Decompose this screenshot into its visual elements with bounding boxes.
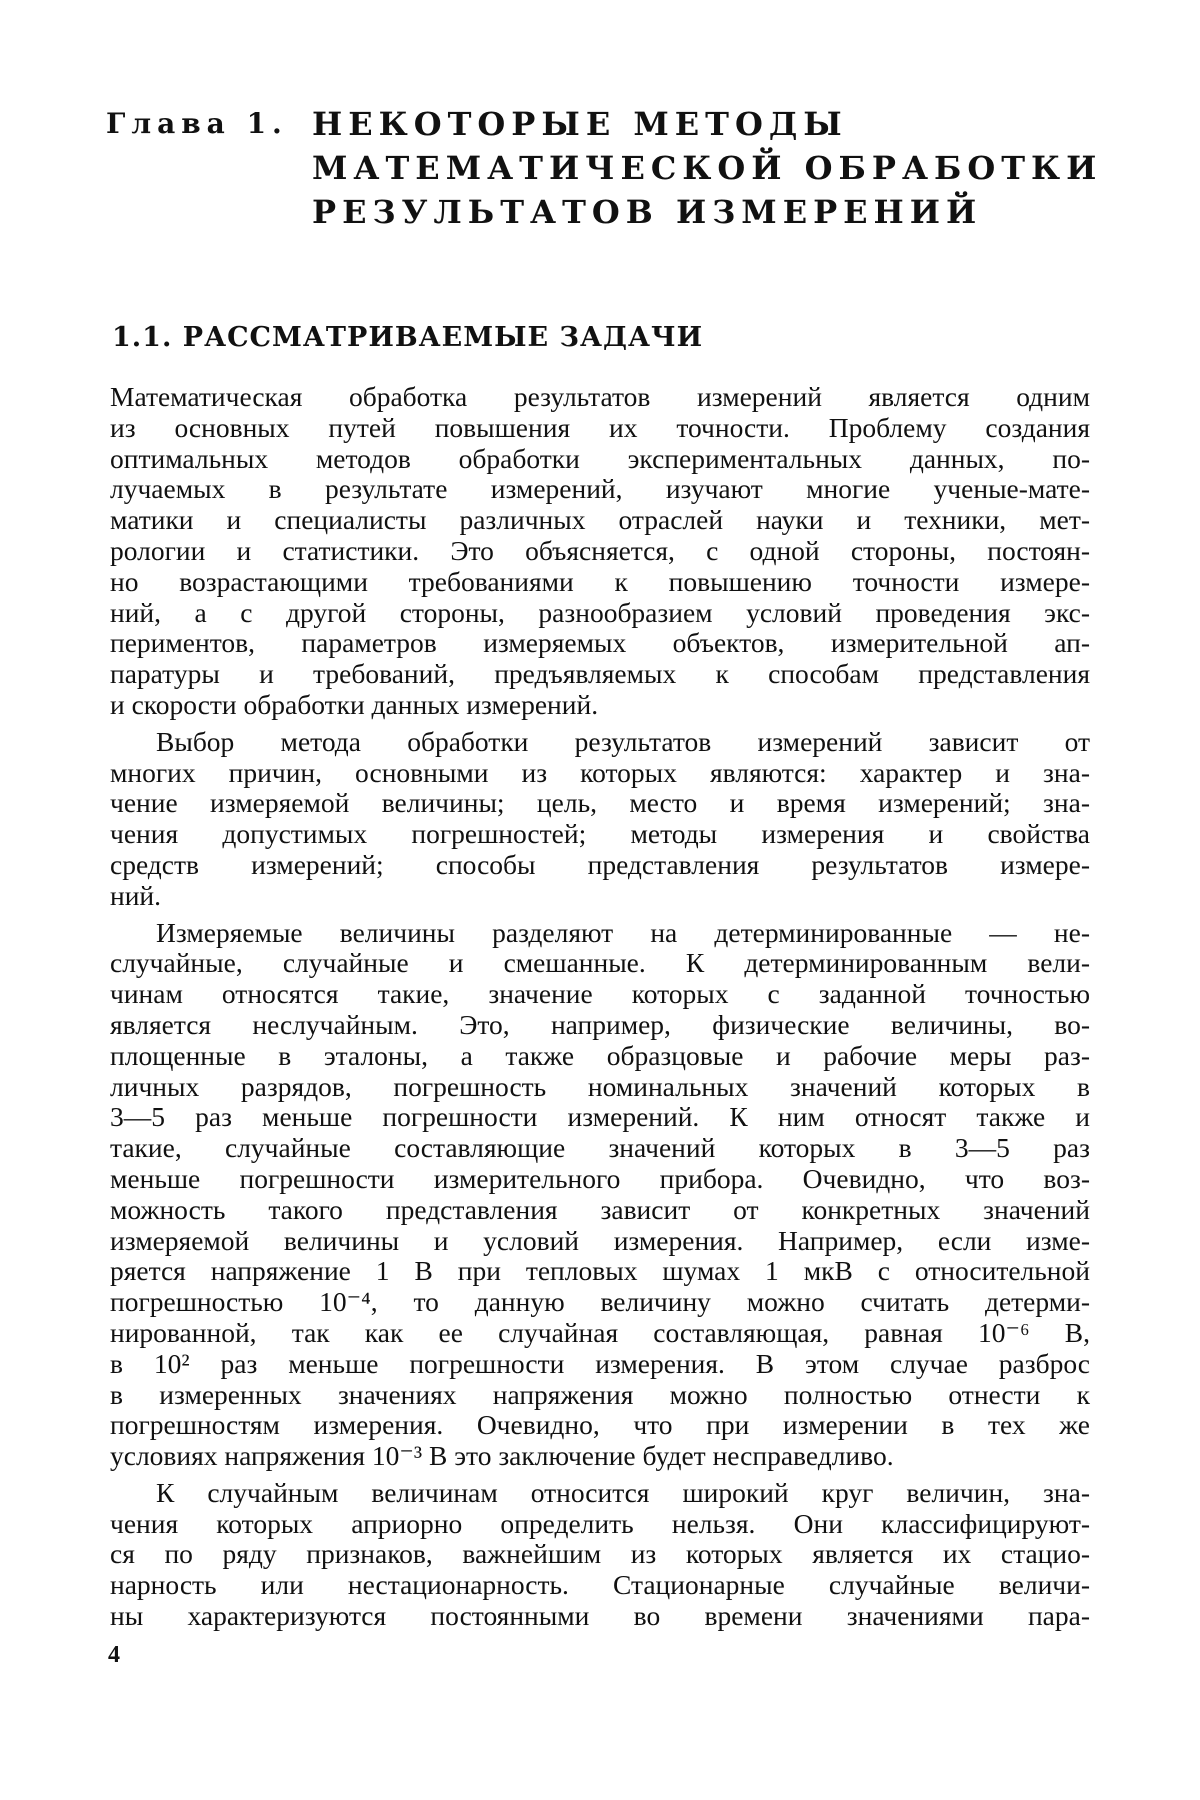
text-line: нарность или нестационарность. Стационарные случайные величи- xyxy=(110,1569,1090,1601)
text-line: погрешностям измерения. Очевидно, что при измерении в тех же xyxy=(110,1409,1090,1441)
text-line: Измеряемые величины разделяют на детерминированные — не- xyxy=(156,916,1090,948)
text-line: из основных путей повышения их точности. Проблему создания xyxy=(110,411,1090,443)
text-line: средств измерений; способы представления результатов измере- xyxy=(110,848,1090,880)
chapter-title-line: РЕЗУЛЬТАТОВ ИЗМЕРЕНИЙ xyxy=(312,193,983,231)
paragraph-4 xyxy=(110,1478,1090,1632)
page-number: 4 xyxy=(108,1642,120,1668)
text-line: чение измеряемой величины; цель, место и время измерений; зна- xyxy=(110,787,1090,819)
body-text xyxy=(110,382,1090,1638)
text-line: ряется напряжение 1 В при тепловых шумах 1 мкВ с относительной xyxy=(110,1255,1090,1287)
section-heading: 1.1. РАССМАТРИВАЕМЫЕ ЗАДАЧИ xyxy=(112,322,704,353)
text-line: в измеренных значениях напряжения можно полностью отнести к xyxy=(110,1378,1090,1410)
text-line: но возрастающими требованиями к повышению точности измере- xyxy=(110,565,1090,597)
text-line: Математическая обработка результатов измерений является одним xyxy=(110,381,1090,412)
text-line: личных разрядов, погрешность номинальных значений которых в xyxy=(110,1070,1090,1102)
text-line: площенные в эталоны, а также образцовые и рабочие меры раз- xyxy=(110,1039,1090,1071)
text-line: меньше погрешности измерительного прибора. Очевидно, что воз- xyxy=(110,1162,1090,1194)
text-line: паратуры и требований, предъявляемых к способам представления xyxy=(110,658,1090,690)
text-line: оптимальных методов обработки экспериментальных данных, по- xyxy=(110,442,1090,474)
text-line: ний, а с другой стороны, разнообразием условий проведения экс- xyxy=(110,596,1090,628)
paragraph-2 xyxy=(110,727,1090,912)
text-line: является неслучайным. Это, например, физические величины, во- xyxy=(110,1008,1090,1040)
text-line: ний. xyxy=(110,879,162,911)
text-line: погрешностью 10⁻⁴, то данную величину можно считать детерми- xyxy=(110,1286,1090,1318)
text-line: Выбор метода обработки результатов измерений зависит от xyxy=(156,725,1090,757)
text-line: многих причин, основными из которых являются: характер и зна- xyxy=(110,756,1090,788)
chapter-header xyxy=(106,102,1106,234)
text-line: ся по ряду признаков, важнейшим из которых является их стацио- xyxy=(110,1538,1090,1570)
text-line: ны характеризуются постоянными во времени значениями пара- xyxy=(110,1600,1090,1632)
text-line: измеряемой величины и условий измерения. Например, если изме- xyxy=(110,1224,1090,1256)
paragraph-3 xyxy=(110,918,1090,1472)
text-line: периментов, параметров измеряемых объектов, измерительной ап- xyxy=(110,627,1090,659)
text-line: в 10² раз меньше погрешности измерения. В этом случае разброс xyxy=(110,1347,1090,1379)
text-line: рологии и статистики. Это объясняется, с одной стороны, постоян- xyxy=(110,534,1090,566)
text-line: лучаемых в результате измерений, изучают многие ученые-мате- xyxy=(110,473,1090,505)
chapter-title-line: МАТЕМАТИЧЕСКОЙ ОБРАБОТКИ xyxy=(312,149,1103,187)
chapter-label: Глава 1. xyxy=(106,107,288,140)
text-line: и скорости обработки данных измерений. xyxy=(110,688,599,720)
text-line: чения которых априорно определить нельзя. Они классифицируют- xyxy=(110,1507,1090,1539)
text-line: нированной, так как ее случайная составляющая, равная 10⁻⁶ В, xyxy=(110,1316,1090,1348)
text-line: случайные, случайные и смешанные. К детерминированным вели- xyxy=(110,947,1090,979)
chapter-title xyxy=(312,102,1102,234)
text-line: чинам относятся такие, значение которых с заданной точностью xyxy=(110,978,1090,1010)
text-line: 3—5 раз меньше погрешности измерений. К ним относят также и xyxy=(110,1101,1090,1133)
text-line: чения допустимых погрешностей; методы измерения и свойства xyxy=(110,818,1090,850)
text-line: матики и специалисты различных отраслей науки и техники, мет- xyxy=(110,504,1090,536)
chapter-title-line: НЕКОТОРЫЕ МЕТОДЫ xyxy=(312,105,848,143)
paragraph-1 xyxy=(110,382,1090,721)
text-line: такие, случайные составляющие значений которых в 3—5 раз xyxy=(110,1132,1090,1164)
text-line: условиях напряжения 10⁻³ В это заключение будет несправедливо. xyxy=(110,1440,894,1472)
text-line: К случайным величинам относится широкий круг величин, зна- xyxy=(156,1476,1090,1508)
text-line: можность такого представления зависит от конкретных значений xyxy=(110,1193,1090,1225)
